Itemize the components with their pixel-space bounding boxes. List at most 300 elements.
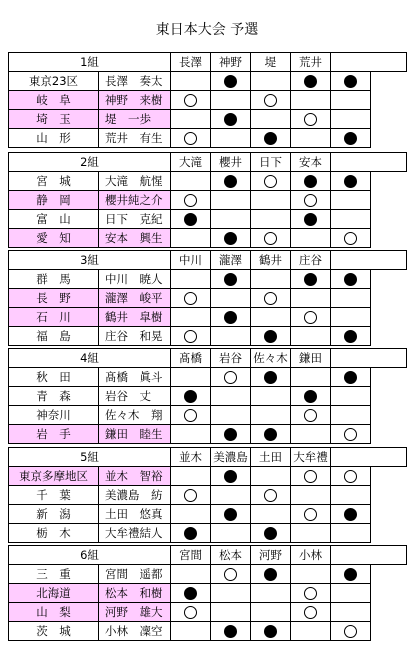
group-header-row <box>9 153 407 172</box>
result-cell <box>251 505 291 524</box>
filled-circle-icon <box>344 371 357 384</box>
result-cell <box>331 229 371 248</box>
table-row <box>9 565 407 584</box>
result-cell <box>171 425 211 444</box>
table-row <box>9 327 407 346</box>
prefecture-cell: 栃 木 <box>9 524 99 543</box>
group-header-row <box>9 546 407 565</box>
result-cell <box>331 91 371 110</box>
prefecture-cell: 秋 田 <box>9 368 99 387</box>
result-cell <box>291 603 331 622</box>
table-row <box>9 425 407 444</box>
result-cell <box>211 387 251 406</box>
header-blank <box>331 53 407 72</box>
filled-circle-icon <box>344 508 357 521</box>
result-cell <box>291 584 331 603</box>
result-cell <box>251 327 291 346</box>
header-blank <box>331 153 407 172</box>
prefecture-cell: 群 馬 <box>9 270 99 289</box>
player-cell: 大牟禮結人 <box>99 524 171 543</box>
match-header: 土田 <box>251 448 291 467</box>
result-cell <box>211 565 251 584</box>
result-cell <box>171 210 211 229</box>
result-cell <box>291 191 331 210</box>
result-cell <box>211 172 251 191</box>
filled-circle-icon <box>224 113 237 126</box>
group-header-row <box>9 251 407 270</box>
result-cell <box>251 467 291 486</box>
prefecture-cell: 茨 城 <box>9 622 99 641</box>
match-header: 長澤 <box>171 53 211 72</box>
result-cell <box>251 406 291 425</box>
table-row <box>9 406 407 425</box>
result-cell <box>291 425 331 444</box>
result-cell <box>211 486 251 505</box>
result-cell <box>291 229 331 248</box>
player-cell: 河野 雄大 <box>99 603 171 622</box>
result-cell <box>211 622 251 641</box>
prefecture-cell: 石 川 <box>9 308 99 327</box>
match-header: 瀧澤 <box>211 251 251 270</box>
group-table <box>8 250 407 346</box>
table-row <box>9 110 407 129</box>
result-cell <box>171 229 211 248</box>
player-cell: 瀧澤 峻平 <box>99 289 171 308</box>
player-cell: 大滝 航惺 <box>99 172 171 191</box>
filled-circle-icon <box>224 625 237 638</box>
open-circle-icon <box>304 587 317 600</box>
result-cell <box>331 110 371 129</box>
prefecture-cell: 静 岡 <box>9 191 99 210</box>
result-cell <box>291 565 331 584</box>
match-header: 日下 <box>251 153 291 172</box>
result-cell <box>171 368 211 387</box>
table-row <box>9 368 407 387</box>
result-cell <box>211 406 251 425</box>
table-row <box>9 584 407 603</box>
filled-circle-icon <box>264 625 277 638</box>
player-cell: 神野 来樹 <box>99 91 171 110</box>
result-cell <box>171 622 211 641</box>
result-cell <box>331 406 371 425</box>
group-table <box>8 447 407 543</box>
result-cell <box>211 368 251 387</box>
match-header: 安本 <box>291 153 331 172</box>
result-cell <box>171 72 211 91</box>
result-cell <box>251 584 291 603</box>
result-cell <box>331 565 371 584</box>
result-cell <box>251 229 291 248</box>
result-cell <box>211 308 251 327</box>
player-cell: 堤 一歩 <box>99 110 171 129</box>
table-row <box>9 308 407 327</box>
result-cell <box>331 129 371 148</box>
prefecture-cell: 愛 知 <box>9 229 99 248</box>
result-cell <box>291 327 331 346</box>
player-cell: 鶴井 皐樹 <box>99 308 171 327</box>
player-cell: 安本 興生 <box>99 229 171 248</box>
result-cell <box>211 129 251 148</box>
filled-circle-icon <box>184 527 197 540</box>
filled-circle-icon <box>224 508 237 521</box>
header-blank <box>331 251 407 270</box>
result-cell <box>171 406 211 425</box>
header-blank <box>331 448 407 467</box>
result-cell <box>211 91 251 110</box>
prefecture-cell: 富 山 <box>9 210 99 229</box>
group-header-row <box>9 448 407 467</box>
prefecture-cell: 新 潟 <box>9 505 99 524</box>
result-cell <box>291 110 331 129</box>
match-header: 神野 <box>211 53 251 72</box>
group-table <box>8 348 407 444</box>
open-circle-icon <box>344 428 357 441</box>
filled-circle-icon <box>344 568 357 581</box>
result-cell <box>211 425 251 444</box>
result-cell <box>211 229 251 248</box>
table-row <box>9 387 407 406</box>
prefecture-cell: 千 葉 <box>9 486 99 505</box>
open-circle-icon <box>184 194 197 207</box>
filled-circle-icon <box>344 330 357 343</box>
result-cell <box>331 270 371 289</box>
group-name: 3組 <box>9 251 171 270</box>
result-cell <box>211 191 251 210</box>
result-cell <box>291 129 331 148</box>
open-circle-icon <box>304 470 317 483</box>
result-cell <box>251 622 291 641</box>
group-name: 2組 <box>9 153 171 172</box>
result-cell <box>291 210 331 229</box>
filled-circle-icon <box>184 390 197 403</box>
prefecture-cell: 長 野 <box>9 289 99 308</box>
filled-circle-icon <box>344 132 357 145</box>
player-cell: 日下 克紀 <box>99 210 171 229</box>
prefecture-cell: 岩 手 <box>9 425 99 444</box>
match-header: 鎌田 <box>291 349 331 368</box>
result-cell <box>291 72 331 91</box>
result-cell <box>291 505 331 524</box>
result-cell <box>331 622 371 641</box>
table-row <box>9 172 407 191</box>
page-title: 東日本大会 予選 <box>155 22 259 38</box>
result-cell <box>291 172 331 191</box>
filled-circle-icon <box>224 311 237 324</box>
match-header: 岩谷 <box>211 349 251 368</box>
result-cell <box>291 486 331 505</box>
result-cell <box>291 467 331 486</box>
result-cell <box>331 172 371 191</box>
group-name: 6組 <box>9 546 171 565</box>
result-cell <box>211 524 251 543</box>
result-cell <box>171 467 211 486</box>
result-cell <box>331 387 371 406</box>
group-table <box>8 545 407 641</box>
result-cell <box>251 270 291 289</box>
result-cell <box>291 406 331 425</box>
result-cell <box>291 308 331 327</box>
result-cell <box>291 368 331 387</box>
filled-circle-icon <box>224 273 237 286</box>
match-header: 大滝 <box>171 153 211 172</box>
prefecture-cell: 神奈川 <box>9 406 99 425</box>
result-cell <box>331 191 371 210</box>
header-blank <box>331 349 407 368</box>
result-cell <box>211 327 251 346</box>
table-row <box>9 467 407 486</box>
filled-circle-icon <box>264 428 277 441</box>
match-header: 荒井 <box>291 53 331 72</box>
open-circle-icon <box>184 94 197 107</box>
filled-circle-icon <box>344 175 357 188</box>
open-circle-icon <box>264 94 277 107</box>
filled-circle-icon <box>264 330 277 343</box>
result-cell <box>171 129 211 148</box>
table-row <box>9 524 407 543</box>
open-circle-icon <box>264 489 277 502</box>
result-cell <box>291 387 331 406</box>
result-cell <box>171 308 211 327</box>
match-header: 松本 <box>211 546 251 565</box>
open-circle-icon <box>304 113 317 126</box>
filled-circle-icon <box>264 527 277 540</box>
player-cell: 小林 凜空 <box>99 622 171 641</box>
result-cell <box>331 289 371 308</box>
match-header: 鶴井 <box>251 251 291 270</box>
result-cell <box>331 327 371 346</box>
match-header: 大牟禮 <box>291 448 331 467</box>
result-cell <box>171 486 211 505</box>
player-cell: 長澤 奏太 <box>99 72 171 91</box>
open-circle-icon <box>344 470 357 483</box>
prefecture-cell: 岐 阜 <box>9 91 99 110</box>
result-cell <box>171 91 211 110</box>
prefecture-cell: 山 梨 <box>9 603 99 622</box>
prefecture-cell: 東京23区 <box>9 72 99 91</box>
filled-circle-icon <box>224 428 237 441</box>
result-cell <box>291 289 331 308</box>
filled-circle-icon <box>224 75 237 88</box>
open-circle-icon <box>184 606 197 619</box>
match-header: 美濃島 <box>211 448 251 467</box>
filled-circle-icon <box>264 568 277 581</box>
result-cell <box>171 603 211 622</box>
result-cell <box>211 289 251 308</box>
result-cell <box>211 72 251 91</box>
result-cell <box>211 110 251 129</box>
result-cell <box>171 505 211 524</box>
open-circle-icon <box>184 489 197 502</box>
match-header: 河野 <box>251 546 291 565</box>
open-circle-icon <box>264 175 277 188</box>
result-cell <box>171 565 211 584</box>
header-blank <box>331 546 407 565</box>
result-cell <box>211 505 251 524</box>
table-row <box>9 72 407 91</box>
result-cell <box>211 270 251 289</box>
result-cell <box>251 110 291 129</box>
prefecture-cell: 東京多摩地区 <box>9 467 99 486</box>
group-table <box>8 152 407 248</box>
group-header-row <box>9 53 407 72</box>
table-row <box>9 486 407 505</box>
result-cell <box>331 210 371 229</box>
result-cell <box>331 368 371 387</box>
result-cell <box>211 584 251 603</box>
result-cell <box>171 387 211 406</box>
group-name: 5組 <box>9 448 171 467</box>
result-cell <box>251 308 291 327</box>
player-cell: 土田 悠真 <box>99 505 171 524</box>
table-row <box>9 91 407 110</box>
result-cell <box>251 368 291 387</box>
result-cell <box>291 270 331 289</box>
filled-circle-icon <box>224 175 237 188</box>
result-cell <box>331 486 371 505</box>
player-cell: 鎌田 睦生 <box>99 425 171 444</box>
table-row <box>9 622 407 641</box>
match-header: 櫻井 <box>211 153 251 172</box>
result-cell <box>211 603 251 622</box>
result-cell <box>331 524 371 543</box>
result-cell <box>171 191 211 210</box>
result-cell <box>331 425 371 444</box>
group-header-row <box>9 349 407 368</box>
open-circle-icon <box>344 625 357 638</box>
result-cell <box>171 289 211 308</box>
table-row <box>9 210 407 229</box>
prefecture-cell: 福 島 <box>9 327 99 346</box>
open-circle-icon <box>304 194 317 207</box>
table-row <box>9 191 407 210</box>
player-cell: 荒井 有生 <box>99 129 171 148</box>
player-cell: 中川 暁人 <box>99 270 171 289</box>
prefecture-cell: 宮 城 <box>9 172 99 191</box>
filled-circle-icon <box>344 75 357 88</box>
table-row <box>9 229 407 248</box>
filled-circle-icon <box>184 213 197 226</box>
result-cell <box>251 603 291 622</box>
filled-circle-icon <box>304 213 317 226</box>
match-header: 中川 <box>171 251 211 270</box>
result-cell <box>171 172 211 191</box>
match-header: 並木 <box>171 448 211 467</box>
open-circle-icon <box>184 292 197 305</box>
result-cell <box>251 565 291 584</box>
table-row <box>9 603 407 622</box>
open-circle-icon <box>344 232 357 245</box>
result-cell <box>251 387 291 406</box>
filled-circle-icon <box>344 273 357 286</box>
result-cell <box>251 72 291 91</box>
result-cell <box>171 110 211 129</box>
player-cell: 宮間 遥都 <box>99 565 171 584</box>
result-cell <box>251 425 291 444</box>
result-cell <box>291 91 331 110</box>
table-row <box>9 505 407 524</box>
result-cell <box>331 603 371 622</box>
result-cell <box>251 486 291 505</box>
filled-circle-icon <box>264 371 277 384</box>
result-cell <box>251 289 291 308</box>
prefecture-cell: 埼 玉 <box>9 110 99 129</box>
match-header: 髙橋 <box>171 349 211 368</box>
prefecture-cell: 北海道 <box>9 584 99 603</box>
table-row <box>9 270 407 289</box>
result-cell <box>331 505 371 524</box>
result-cell <box>251 191 291 210</box>
result-cell <box>211 210 251 229</box>
filled-circle-icon <box>224 470 237 483</box>
table-row <box>9 289 407 308</box>
result-cell <box>171 524 211 543</box>
open-circle-icon <box>224 568 237 581</box>
player-cell: 美濃島 紡 <box>99 486 171 505</box>
result-cell <box>251 172 291 191</box>
result-cell <box>171 327 211 346</box>
filled-circle-icon <box>304 75 317 88</box>
open-circle-icon <box>184 330 197 343</box>
group-name: 1組 <box>9 53 171 72</box>
open-circle-icon <box>224 371 237 384</box>
prefecture-cell: 三 重 <box>9 565 99 584</box>
group-name: 4組 <box>9 349 171 368</box>
player-cell: 岩谷 丈 <box>99 387 171 406</box>
filled-circle-icon <box>304 390 317 403</box>
player-cell: 松本 和樹 <box>99 584 171 603</box>
result-cell <box>171 584 211 603</box>
open-circle-icon <box>264 232 277 245</box>
open-circle-icon <box>184 132 197 145</box>
result-cell <box>251 524 291 543</box>
result-cell <box>331 308 371 327</box>
player-cell: 髙橋 眞斗 <box>99 368 171 387</box>
match-header: 庄谷 <box>291 251 331 270</box>
player-cell: 庄谷 和晃 <box>99 327 171 346</box>
open-circle-icon <box>264 292 277 305</box>
open-circle-icon <box>304 508 317 521</box>
result-cell <box>291 622 331 641</box>
filled-circle-icon <box>224 232 237 245</box>
result-cell <box>331 72 371 91</box>
group-table <box>8 52 407 148</box>
open-circle-icon <box>184 409 197 422</box>
match-header: 堤 <box>251 53 291 72</box>
prefecture-cell: 青 森 <box>9 387 99 406</box>
open-circle-icon <box>304 311 317 324</box>
match-header: 小林 <box>291 546 331 565</box>
player-cell: 櫻井純之介 <box>99 191 171 210</box>
open-circle-icon <box>304 606 317 619</box>
filled-circle-icon <box>304 175 317 188</box>
result-cell <box>331 584 371 603</box>
result-cell <box>211 467 251 486</box>
filled-circle-icon <box>264 132 277 145</box>
filled-circle-icon <box>304 273 317 286</box>
player-cell: 佐々木 翔 <box>99 406 171 425</box>
result-cell <box>291 524 331 543</box>
result-cell <box>331 467 371 486</box>
table-row <box>9 129 407 148</box>
match-header: 宮間 <box>171 546 211 565</box>
player-cell: 並木 智裕 <box>99 467 171 486</box>
result-cell <box>251 210 291 229</box>
result-cell <box>251 129 291 148</box>
result-cell <box>171 270 211 289</box>
prefecture-cell: 山 形 <box>9 129 99 148</box>
result-cell <box>251 91 291 110</box>
open-circle-icon <box>304 409 317 422</box>
